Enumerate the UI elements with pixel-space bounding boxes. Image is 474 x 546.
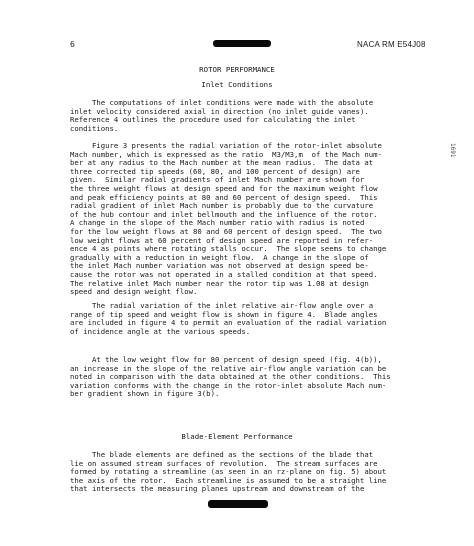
- text-line: the inlet Mach number variation was not observed at design speed be-: [70, 261, 369, 271]
- text-line: the axis of the rotor. Each streamline is assumed to be a straight line: [70, 475, 387, 485]
- text-line: lie on assumed stream surfaces of revolution. The stream surfaces are: [70, 458, 378, 468]
- page-number: 6: [70, 40, 75, 49]
- text-line: an increase in the slope of the relative air-flow angle variation can be: [70, 363, 387, 373]
- text-line: low weight flows at 60 percent of design speed are reported in refer-: [70, 235, 374, 245]
- text-line: A change in the slope of the Mach number ratio with radius is noted: [70, 218, 365, 228]
- text-line: of incidence angle at the various speeds.: [70, 326, 251, 336]
- text-line: ber gradient shown in figure 3(b).: [70, 389, 220, 399]
- report-id: NACA RM E54J08: [357, 40, 426, 49]
- text-line: given. Similar radial gradients of inlet Mach number are shown for: [70, 175, 365, 185]
- subsection-heading-blade-element: Blade-Element Performance: [181, 432, 293, 441]
- text-line: noted in comparison with the data obtained at the other conditions. This: [70, 372, 391, 382]
- text-line: gradually with a reduction in weight flow. A change in the slope of: [70, 252, 369, 262]
- text-line: the three weight flows at design speed and for the maximum weight flow: [70, 183, 378, 193]
- text-line: are included in figure 4 to permit an evaluation of the radial variation: [70, 318, 387, 328]
- text-line: Figure 3 presents the radial variation of the rotor-inlet absolute: [70, 141, 382, 150]
- section-heading-rotor-performance: ROTOR PERFORMANCE: [199, 65, 275, 74]
- text-line: Reference 4 outlines the procedure used for calculating the inlet: [70, 115, 356, 125]
- paragraph-mach-number: [70, 142, 436, 297]
- text-line: conditions.: [70, 123, 119, 133]
- text-line: ber at any radius to the Mach number at the mean radius. The data at: [70, 158, 374, 168]
- text-line: formed by rotating a streamline (as seen in an rz-plane on fig. 5) about: [70, 467, 387, 477]
- text-line: three corrected tip speeds (60, 80, and 100 percent of design) are: [70, 166, 360, 176]
- text-line: of the hub contour and inlet bellmouth and the influence of the rotor.: [70, 209, 378, 219]
- text-line: ence 4 as points where rotating stalls occur. The slope seems to change: [70, 244, 387, 254]
- text-line: inlet velocity considered axial in direction (no inlet guide vanes).: [70, 106, 369, 116]
- text-line: that intersects the measuring planes upstream and downstream of the: [70, 484, 365, 494]
- paragraph-blade-elements: [70, 451, 436, 494]
- text-line: variation conforms with the change in the rotor-inlet absolute Mach num-: [70, 380, 387, 390]
- text-line: The relative inlet Mach number near the rotor tip was 1.08 at design: [70, 278, 369, 288]
- text-line: radial gradient of inlet Mach number is probably due to the curvature: [70, 201, 374, 211]
- text-line: The computations of inlet conditions were made with the absolute: [70, 98, 374, 107]
- paragraph-air-flow-angle: [70, 302, 436, 336]
- paragraph-low-weight-flow: [70, 356, 436, 399]
- redaction-bar-bottom: [208, 500, 268, 508]
- text-line: speed and design weight flow.: [70, 287, 198, 297]
- text-line: for the low weight flows at 80 and 60 percent of design speed. The two: [70, 226, 382, 236]
- redaction-bar-top: [213, 40, 271, 47]
- paragraph-inlet-computation: [70, 99, 436, 133]
- margin-note: 1691: [449, 143, 456, 158]
- text-line: Mach number, which is expressed as the ratio M3/M3,m of the Mach num-: [70, 149, 382, 159]
- text-line: The radial variation of the inlet relative air-flow angle over a: [70, 301, 374, 310]
- text-line: cause the rotor was not operated in a stalled condition at that speed.: [70, 269, 378, 279]
- text-line: range of tip speed and weight flow is shown in figure 4. Blade angles: [70, 309, 378, 319]
- text-line: and peak efficiency points at 80 and 60 percent of design speed. This: [70, 192, 378, 202]
- text-line: At the low weight flow for 80 percent of design speed (fig. 4(b)),: [70, 355, 382, 364]
- subsection-heading-inlet-conditions: Inlet Conditions: [201, 80, 273, 89]
- text-line: The blade elements are defined as the sections of the blade that: [70, 450, 374, 459]
